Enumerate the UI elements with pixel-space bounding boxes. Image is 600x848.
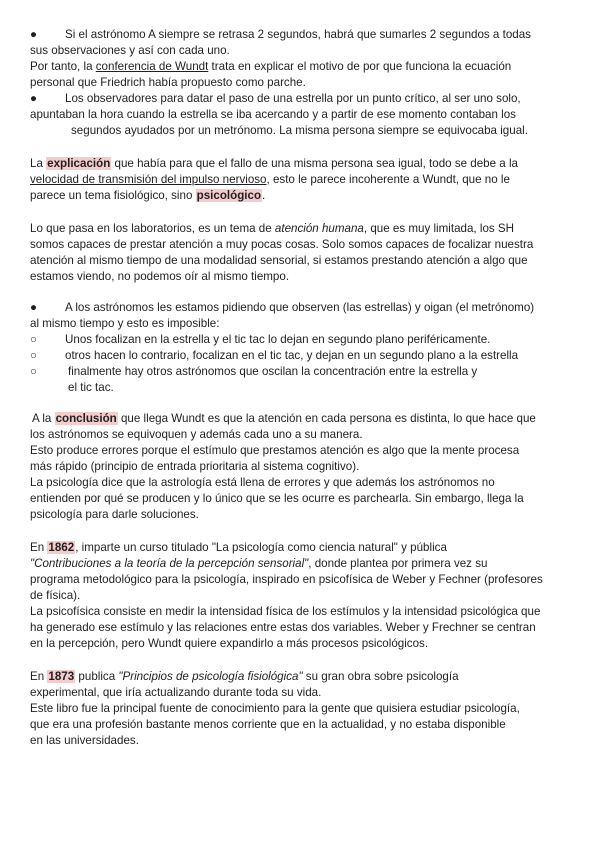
text-line: estamos viendo, no podemos oír al mismo tiempo.	[30, 270, 290, 283]
underlined-phrase: conferencia de Wundt	[95, 60, 209, 73]
text-line: ha generado ese estímulo y las relaciones entre estas dos variables. Weber y Frechner se centran	[30, 621, 536, 634]
sub-bullet-icon: ○	[30, 349, 38, 362]
text-line: otros hacen lo contrario, focalizan en el tic tac, y dejan en un segundo plano a la estrella	[65, 349, 519, 362]
text-line: que era una profesión bastante menos corriente que en la actualidad, y no estaba disponible	[30, 718, 506, 731]
text-line: atención al mismo tiempo de una modalidad sensorial, si estamos prestando atención a algo que	[30, 254, 528, 267]
text-line: En 1862, imparte un curso titulado "La psicología como ciencia natural" y pública	[30, 541, 447, 554]
text-line: experimental, que iría actualizando durante toda su vida.	[30, 686, 322, 699]
text-line: Los observadores para datar el paso de una estrella por un punto crítico, al ser uno solo,	[65, 92, 521, 105]
text-line: La psicología dice que la astrología está llena de errores y que además los astrónomos no	[30, 476, 495, 489]
text-line: Esto produce errores porque el estímulo que prestamos atención es algo que la mente procesa	[30, 444, 520, 457]
text-line: en la percepción, pero Wundt quiere expandirlo a más procesos psicológicos.	[30, 637, 429, 650]
text-line: finalmente hay otros astrónomos que oscilan la concentración entre la estrella y	[68, 365, 478, 378]
text-line: segundos ayudados por un metrónomo. La misma persona siempre se equivocaba igual.	[71, 124, 528, 137]
highlighted-year: 1873	[48, 670, 75, 683]
text-line: apuntaban la hora cuando la estrella se iba acercando y a partir de ese momento contaban los	[30, 108, 516, 121]
italic-phrase: atención humana	[274, 222, 364, 235]
text-line: al mismo tiempo y esto es imposible:	[30, 317, 220, 330]
text-line: La explicación que había para que el fallo de una misma persona sea igual, todo se debe a la	[30, 157, 518, 170]
text-line: Este libro fue la principal fuente de conocimiento para la gente que quisiera estudiar psicología,	[30, 702, 520, 715]
highlighted-term: psicológico	[196, 189, 262, 202]
text-line: Unos focalizan en la estrella y el tic tac lo dejan en segundo plano periféricamente.	[65, 333, 491, 346]
italic-phrase: "Principios de psicología fisiológica"	[118, 670, 303, 683]
text-line: somos capaces de prestar atención a muy pocas cosas. Solo somos capaces de focalizar nuestra	[30, 238, 534, 251]
text-line: el tic tac.	[68, 381, 114, 394]
text-line: los astrónomos se equivoquen y además cada uno a su manera.	[30, 428, 363, 441]
text-line: de física).	[30, 589, 81, 602]
text-line: programa metodológico para la psicología, inspirado en psicofísica de Weber y Fechner (profesores	[30, 573, 543, 586]
text-line: Si el astrónomo A siempre se retrasa 2 segundos, habrá que sumarles 2 segundos a todas	[65, 28, 531, 41]
text-line: parece un tema fisiológico, sino psicológico.	[30, 189, 266, 202]
text-line: Por tanto, la conferencia de Wundt trata en explicar el motivo de por que funciona la ecuación	[30, 60, 512, 73]
bullet-icon: ●	[30, 301, 38, 314]
text-line: psicología para darle soluciones.	[30, 508, 199, 521]
text-line: A los astrónomos les estamos pidiendo que observen (las estrellas) y oigan (el metrónomo)	[65, 301, 535, 314]
text-line: Lo que pasa en los laboratorios, es un tema de atención humana, que es muy limitada, los SH	[30, 222, 515, 235]
text-line: "Contribuciones a la teoría de la percepción sensorial", donde plantea por primera vez su	[30, 557, 488, 570]
text-line: La psicofísica consiste en medir la intensidad física de los estímulos y la intensidad psicológica que	[30, 605, 541, 618]
text-line: más rápido (principio de entrada prioritaria al sistema cognitivo).	[30, 460, 360, 473]
bullet-icon: ●	[30, 28, 38, 41]
text-line: En 1873 publica "Principios de psicología fisiológica" su gran obra sobre psicología	[30, 670, 459, 683]
text-line: en las universidades.	[30, 734, 139, 747]
text-line: personal que Friedrich había propuesto como parche.	[30, 76, 306, 89]
italic-phrase: "Contribuciones a la teoría de la percepción sensorial"	[30, 557, 309, 570]
text-line: entienden por qué se producen y lo único que se les ocurre es parchearla. Sin embargo, llega la	[30, 492, 524, 505]
text-line: sus observaciones y así con cada uno.	[30, 44, 230, 57]
highlighted-term: conclusión	[55, 412, 117, 425]
highlighted-year: 1862	[48, 541, 75, 554]
highlighted-term: explicación	[47, 157, 111, 170]
sub-bullet-icon: ○	[30, 333, 38, 346]
underlined-phrase: velocidad de transmisión del impulso nervioso	[30, 173, 267, 186]
text-line: velocidad de transmisión del impulso nervioso, esto le parece incoherente a Wundt, que no le	[30, 173, 510, 186]
text-line: A la conclusión que llega Wundt es que la atención en cada persona es distinta, lo que hace que	[32, 412, 536, 425]
sub-bullet-icon: ○	[30, 365, 38, 378]
bullet-icon: ●	[30, 92, 38, 105]
